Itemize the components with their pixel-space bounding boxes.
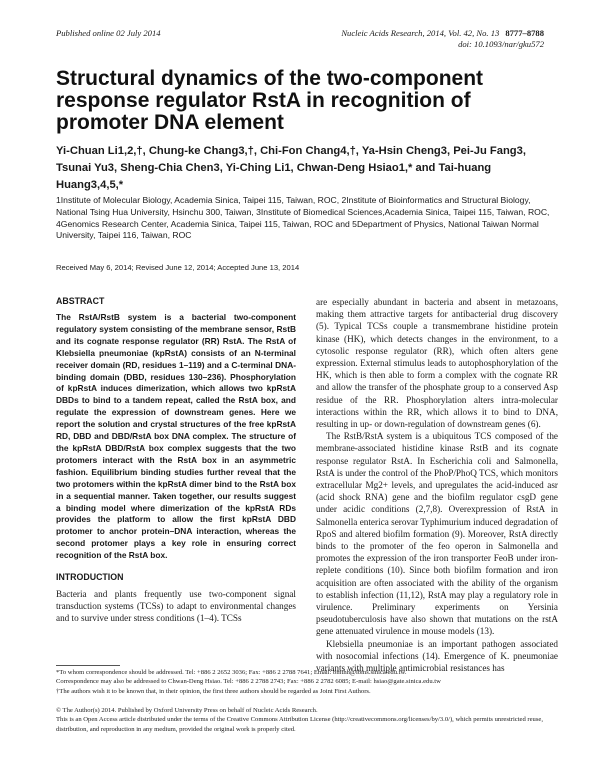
page-range: 8777–8788 [505,28,544,38]
affiliations: 1Institute of Molecular Biology, Academia Sinica, Taipei 115, Taiwan, ROC, 2Institute of Bioinformatics and Structural Biology, National Tsing Hua University, Hsinchu 300, Taiwan, 3Institute of Biomedical Sciences,Academia Sinica, Taipei 115, Taiwan, ROC, 4Genomics Research Center, Academia Sinica, Taipei 115, Taiwan, ROC and 5Department of Physics, National Taiwan Normal University, Taipei 116, Taiwan, ROC [56,195,550,241]
body-paragraph-3: Klebsiella pneumoniae is an important pathogen associated with nosocomial infections (14). Emergence of K. pneumoniae variants with multiple antimicrobial resistances has [316,638,558,674]
abstract-heading: ABSTRACT [56,296,105,306]
footnote-joint-authors: †The authors wish it to be known that, in their opinion, the first three authors should be regarded as Joint First Authors. [56,687,371,695]
journal-citation: Nucleic Acids Research, 2014, Vol. 42, No. 13 [341,28,500,38]
left-column [56,296,296,625]
doi[interactable]: doi: 10.1093/nar/gku572 [458,39,544,49]
introduction-heading: INTRODUCTION [56,572,124,583]
journal-header [341,28,544,50]
introduction-paragraph: Bacteria and plants frequently use two-component signal transduction systems (TCSs) to adapt to environmental changes and to survive under stress conditions (1–4). TCSs [56,589,296,624]
copyright-line: © The Author(s) 2014. Published by Oxford University Press on behalf of Nucleic Acids Research. [56,707,318,714]
received-dates: Received May 6, 2014; Revised June 12, 2014; Accepted June 13, 2014 [56,263,300,272]
right-column [316,296,558,674]
footnote-correspondence: *To whom correspondence should be addressed. Tel: +886 2 2652 3036; Fax: +886 2 2788 7641; Email: bmthh@ibms.sinica.edu.tw. [56,669,407,676]
license-text: This is an Open Access article distributed under the terms of the Creative Commons Attribution License (http://creativecommons.org/licenses/by/3.0/), which permits unrestricted reuse, distribution, and reproduction in any medium, provided the original work is properly cited. [56,716,543,733]
body-paragraph-2: The RstB/RstA system is a ubiquitous TCS composed of the membrane-associated histidine kinase RstB and its cognate response regulator RstA. In Escherichia coli and Salmonella, RstA is under the control of the PhoP/PhoQ TCS, which monitors extracellular Mg2+ levels, and upregulates the acid-induced asr (acid shock RNA) gene and the biofilm regulator csgD gene under acidic conditions (2,7,8). Overexpression of RstA in Salmonella enterica serovar Typhimurium induced degradation of RpoS and altered biofilm formation (9). Moreover, RstA directly binds to the promoter of the feo operon in Salmonella and promotes the expression of the iron transporter FeoB under iron-replete conditions (10). Since both biofilm formation and iron acquisition are often associated with the ability of the organism to establish infection (11,12), RstA may play a regulatory role in virulence. Preliminary experiments on Yersinia pseudotuberculosis have also shown that mutations on the rstA gene attenuated virulence in mouse models (13). [316,431,558,637]
footnote-correspondence-2: Correspondence may also be addressed to Chwan-Deng Hsiao. Tel: +886 2 2788 2743; Fax: +886 2 2782 6085; E-mail: hsiao@gate.sinica.edu.tw [56,678,441,686]
published-online-date: Published online 02 July 2014 [56,28,161,38]
author-list: Yi-Chuan Li1,2,†, Chung-ke Chang3,†, Chi-Fon Chang4,†, Ya-Hsin Cheng3, Pei-Ju Fang3, Tsunai Yu3, Sheng-Chia Chen3, Yi-Ching Li1, Chwan-Deng Hsiao1,* and Tai-huang Huang3,4,5,* [56,145,526,191]
license-block [56,706,556,734]
footnotes [56,668,556,696]
footnote-divider [56,665,120,666]
body-paragraph-1: are especially abundant in bacteria and absent in metazoans, making them attractive targets for antibacterial drug discovery (5). Typical TCSs couple a transmembrane histidine protein kinase (HK), which detects changes in the environment, to a cytosolic response regulator (RR), which often alters gene expression. External stimulus leads to autophosphorylation of the HK, which is then able to form a complex with the cognate RR and allow the transfer of the phosphate group to a conserved Asp residue of the RR. Phosphorylation alters intra-molecular interactions within the RR, which allows it to bind to DNA, resulting in up- or down-regulation of downstream genes (6). [316,297,558,430]
abstract-text: The RstA/RstB system is a bacterial two-component regulatory system consisting of the membrane sensor, RstB and its cognate response regulator (RR) RstA. The RstA of Klebsiella pneumoniae (kpRstA) consists of an N-terminal receiver domain (RD, residues 1–119) and a C-terminal DNA-binding domain (DBD, residues 130–236). Phosphorylation of kpRstA induces dimerization, which allows two kpRstA DBDs to bind to a tandem repeat, called the RstA box, and regulate the expression of downstream genes. Here we report the solution and crystal structures of the free kpRstA RD, DBD and DBD/RstA box DNA complex. The structure of the kpRstA DBD/RstA box complex suggests that the two protomers interact with the RstA box in an asymmetric fashion. Equilibrium binding studies further reveal that the two protomers within the kpRstA dimer bind to the RstA box in a sequential manner. Taken together, our results suggest a binding model where dimerization of the kpRstA RDs provides the platform to allow the first kpRstA DBD protomer to anchor protein–DNA interaction, whereas the second protomer plays a key role in ensuring correct recognition of the RstA box. [56,312,296,561]
article-title: Structural dynamics of the two-component response regulator RstA in recognition of promoter DNA element [56,67,484,134]
